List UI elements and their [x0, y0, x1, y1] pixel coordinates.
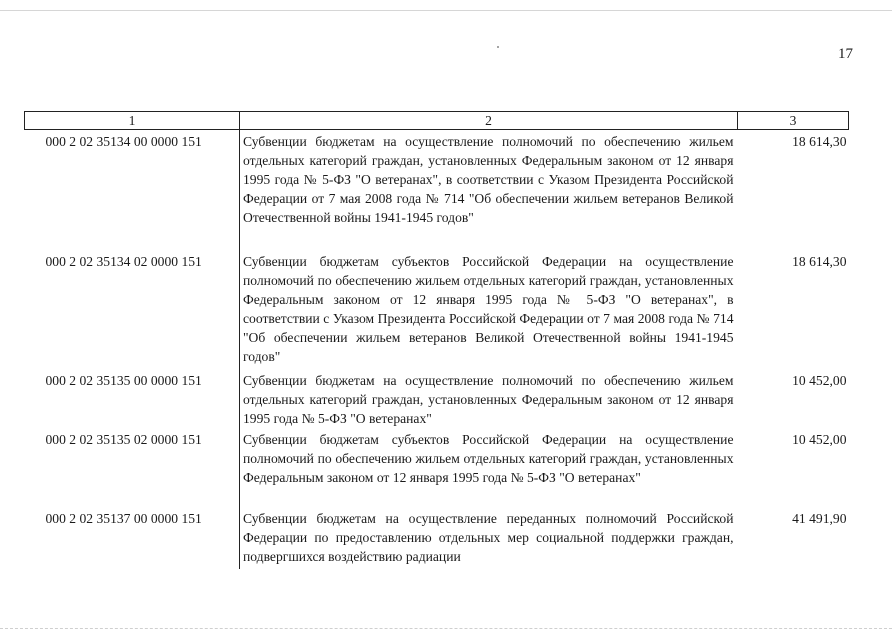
column-header-1: 1 — [25, 112, 240, 130]
amount: 41 491,90 — [792, 511, 847, 526]
income-description: Субвенции бюджетам субъектов Российской Федерации на осуществление полномочий по обеспечению жильем отдельных категорий граждан, установленных Федеральным законом от 12 января 1995 года № 5-ФЗ "О ветеранах" — [240, 428, 738, 507]
amount: 10 452,00 — [792, 373, 847, 388]
budget-table — [24, 111, 849, 569]
scan-edge-top — [0, 10, 892, 11]
column-header-3: 3 — [738, 112, 849, 130]
budget-code: 000 2 02 35135 00 0000 151 — [45, 373, 202, 388]
income-description: Субвенции бюджетам на осуществление переданных полномочий Российской Федерации по предоставлению отдельных мер социальной поддержки граждан, подвергшихся воздействию радиации — [240, 507, 738, 569]
column-header-2: 2 — [240, 112, 738, 130]
budget-code: 000 2 02 35134 00 0000 151 — [45, 134, 202, 149]
income-description: Субвенции бюджетам субъектов Российской Федерации на осуществление полномочий по обеспечению жильем отдельных категорий граждан, установленных Федеральным законом от 12 января 1995 года № 5-ФЗ "О ветеранах", в соответствии с Указом Президента Российской Федерации от 7 мая 2008 года № 714 "Об обеспечении жильем ветеранов Великой Отечественной войны 1941-1945 годов" — [240, 250, 738, 369]
scan-edge-bottom — [0, 628, 892, 629]
amount: 18 614,30 — [792, 254, 847, 269]
table-row — [25, 507, 849, 569]
income-description: Субвенции бюджетам на осуществление полномочий по обеспечению жильем отдельных категорий граждан, установленных Федеральным законом от 12 января 1995 года № 5-ФЗ "О ветеранах", в соответствии с Указом Президента Российской Федерации от 7 мая 2008 года № 714 "Об обеспечении жильем ветеранов Великой Отечественной войны 1941-1945 годов" — [240, 130, 738, 251]
table-header-row — [25, 112, 849, 130]
amount: 18 614,30 — [792, 134, 847, 149]
page-number: 17 — [838, 46, 853, 62]
table-row — [25, 369, 849, 428]
budget-code: 000 2 02 35137 00 0000 151 — [45, 511, 202, 526]
budget-code: 000 2 02 35134 02 0000 151 — [45, 254, 202, 269]
table-row — [25, 428, 849, 507]
amount: 10 452,00 — [792, 432, 847, 447]
income-description: Субвенции бюджетам на осуществление полномочий по обеспечению жильем отдельных категорий граждан, установленных Федеральным законом от 12 января 1995 года № 5-ФЗ "О ветеранах" — [240, 369, 738, 428]
scan-speck — [497, 46, 499, 48]
table-row — [25, 250, 849, 369]
budget-code: 000 2 02 35135 02 0000 151 — [45, 432, 202, 447]
table-row — [25, 130, 849, 251]
